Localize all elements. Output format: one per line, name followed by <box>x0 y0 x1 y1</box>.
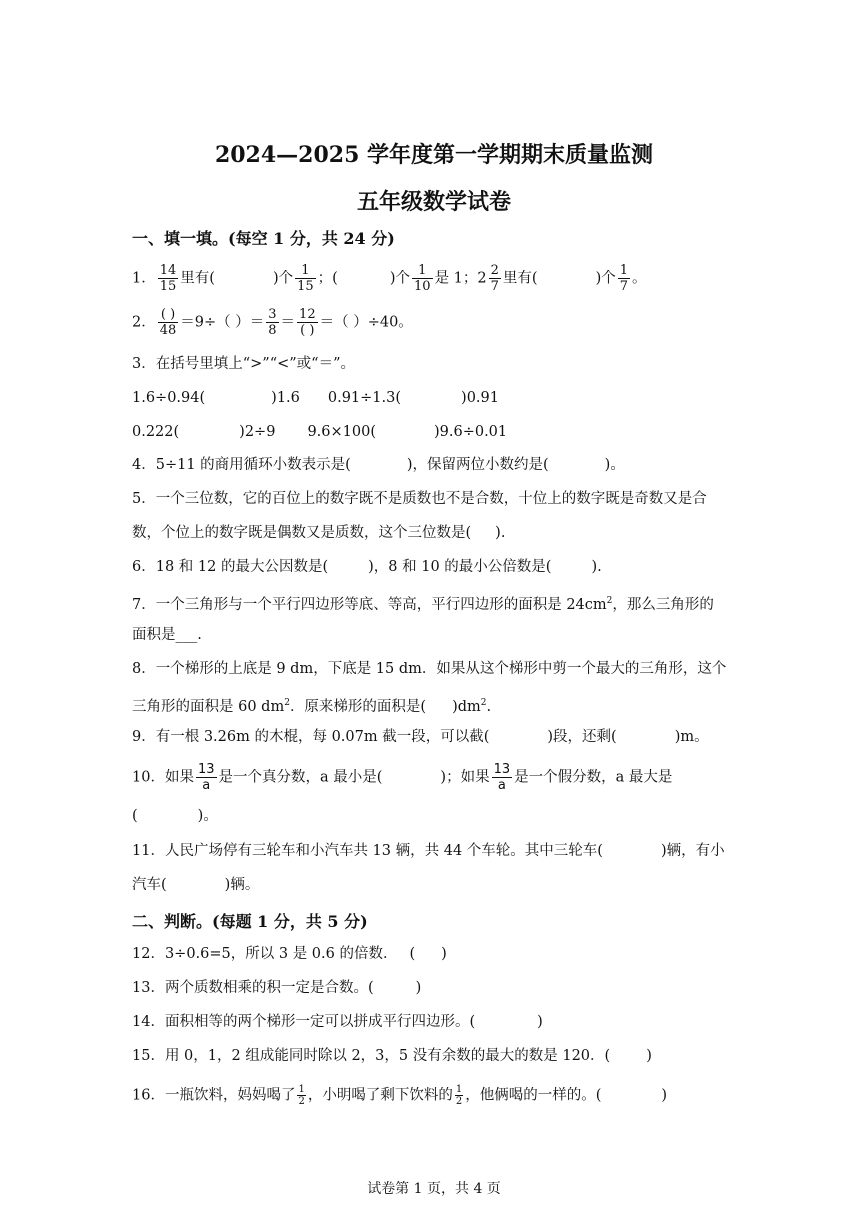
question-7-line-2: 面积是___. <box>132 627 202 643</box>
question-2: 2． $\frac{( )}{48}$ ＝9÷（ ）＝ $\frac{3}{8}$ ＝ $\frac{12}{( )}$ ＝（ ）÷40。 <box>132 307 413 338</box>
question-12: 12．3÷0.6=5，所以 3 是 0.6 的倍数． ( ) <box>132 946 447 962</box>
question-16: 16．一瓶饮料，妈妈喝了 $\frac{1}{2}$ ，小明喝了剩下饮料的 $\frac{1}{2}$ ，他俩喝的一样的。( ) <box>132 1084 668 1107</box>
fraction: $\frac{1}{7}$ <box>619 263 629 294</box>
question-13: 13．两个质数相乘的积一定是合数。( ) <box>132 980 422 996</box>
question-8-line-2: 三角形的面积是 60 $dm^2$．原来梯形的面积是( )$dm^2$. <box>132 698 492 715</box>
fraction: $\frac{13}{a}$ <box>197 762 215 793</box>
fraction: $\frac{1}{15}$ <box>297 263 314 294</box>
question-11-line-2: 汽车( )辆。 <box>132 877 260 893</box>
question-3: 3．在括号里填上“>”“<”或“＝”。 <box>132 356 356 372</box>
fraction: $\frac{13}{a}$ <box>493 762 511 793</box>
exam-subtitle: 五年级数学试卷 <box>356 189 511 215</box>
question-11-line-1: 11．人民广场停有三轮车和小汽车共 13 辆，共 44 个车轮。其中三轮车( )辆，有小 <box>132 843 725 859</box>
question-8-line-1: 8．一个梯形的上底是 9 dm，下底是 15 dm．如果从这个梯形中剪一个最大的三角形，这个 <box>132 661 727 677</box>
question-5-line-1: 5．一个三位数，它的百位上的数字既不是质数也不是合数，十位上的数字既是奇数又是合 <box>132 491 707 507</box>
question-9: 9．有一根 3.26m 的木棍，每 0.07m 截一段，可以截( )段，还剩( )m。 <box>132 729 709 745</box>
question-7-line-1: 7．一个三角形与一个平行四边形等底、等高，平行四边形的面积是 $24cm^2$，那么三角形的 <box>132 596 714 613</box>
fraction[interactable]: $\frac{12}{( )}$ <box>299 307 316 338</box>
question-15: 15．用 0，1，2 组成能同时除以 2，3，5 没有余数的最大的数是 120．( ) <box>132 1048 652 1064</box>
fraction: $\frac{2}{7}$ <box>490 263 499 294</box>
exam-title: 2024—2025 学年度第一学期期末质量监测 <box>214 142 654 168</box>
question-6: 6．18 和 12 的最大公因数是( )，8 和 10 的最小公倍数是( ). <box>132 559 602 575</box>
question-number: 1． <box>132 270 156 287</box>
fraction: $\frac{1}{2}$ <box>455 1084 463 1107</box>
question-10-line-1: 10．如果 $\frac{13}{a}$ 是一个真分数，a 最小是( )；如果 $\frac{13}{a}$ 是一个假分数，a 最大是 <box>132 762 673 793</box>
fraction: $\frac{14}{15}$ <box>159 263 177 294</box>
question-3-row-1: 1.6÷0.94( )1.6 0.91÷1.3( )0.91 <box>132 390 499 406</box>
question-10-line-2: ( )。 <box>132 808 218 824</box>
question-1: 1． $\frac{14}{15}$ 里有( )个 $\frac{1}{15}$ ；( )个 $\frac{1}{10}$ 是 1；2 $\frac{2}{7}$ 里有( )个 $\frac{1}{7}$ 。 <box>132 263 647 294</box>
section-1-heading: 一、填一填。(每空 1 分，共 24 分) <box>132 229 395 248</box>
section-2-heading: 二、判断。(每题 1 分，共 5 分) <box>132 912 368 931</box>
fraction: $\frac{3}{8}$ <box>268 307 277 338</box>
fraction[interactable]: $\frac{( )}{48}$ <box>159 307 177 338</box>
question-4: 4．5÷11 的商用循环小数表示是( )，保留两位小数约是( )。 <box>132 457 625 473</box>
fraction: $\frac{1}{10}$ <box>414 263 431 294</box>
question-3-row-2: 0.222( )2÷9 9.6×100( )9.6÷0.01 <box>132 424 508 440</box>
question-14: 14．面积相等的两个梯形一定可以拼成平行四边形。( ) <box>132 1014 543 1030</box>
page-footer: 试卷第 1 页，共 4 页 <box>367 1181 501 1197</box>
question-number: 2． <box>132 314 156 331</box>
fraction: $\frac{1}{2}$ <box>298 1084 305 1107</box>
question-5-line-2: 数，个位上的数字既是偶数又是质数，这个三位数是( ). <box>132 525 506 541</box>
